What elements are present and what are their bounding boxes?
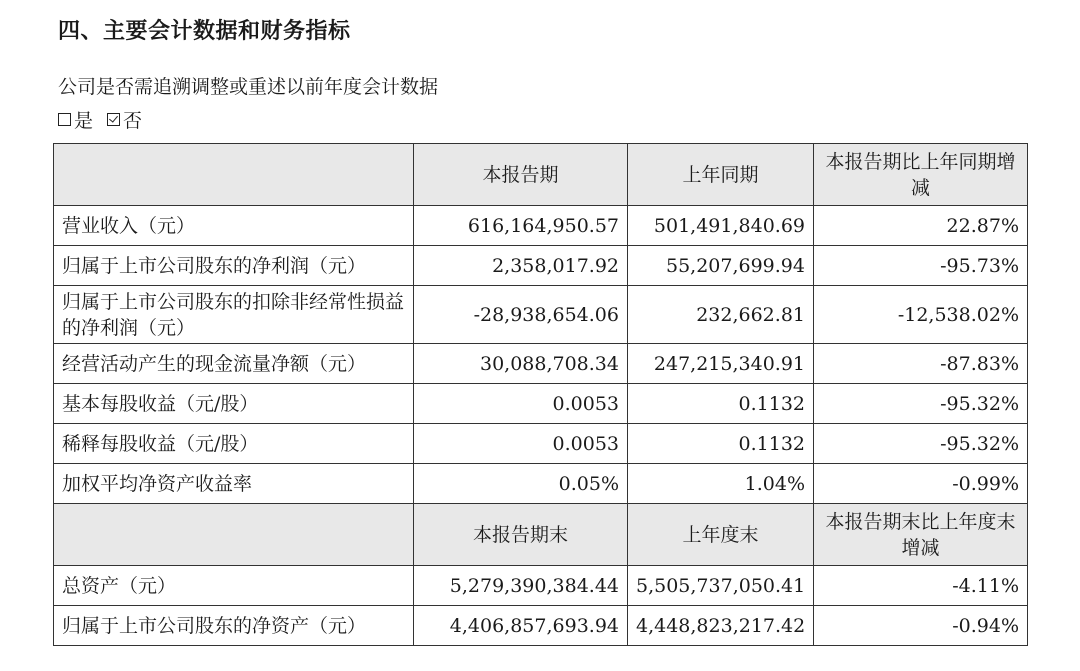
change-value: -0.99%	[814, 464, 1028, 504]
change-value: -95.32%	[814, 424, 1028, 464]
header-change: 本报告期比上年同期增减	[814, 144, 1028, 206]
row-label: 加权平均净资产收益率	[54, 464, 414, 504]
subheader-empty-cell	[54, 504, 414, 566]
header-current-period: 本报告期	[414, 144, 628, 206]
change-value: -95.73%	[814, 246, 1028, 286]
header-period-end: 本报告期末	[414, 504, 628, 566]
table-row	[54, 566, 1028, 606]
option-yes[interactable]	[58, 106, 93, 133]
option-no-label: 否	[123, 110, 143, 132]
change-value: -87.83%	[814, 344, 1028, 384]
table-row	[54, 424, 1028, 464]
current-value: 2,358,017.92	[414, 246, 628, 286]
prior-value: 0.1132	[628, 384, 814, 424]
table-row	[54, 384, 1028, 424]
table-row	[54, 286, 1028, 344]
current-value: 30,088,708.34	[414, 344, 628, 384]
prior-value: 247,215,340.91	[628, 344, 814, 384]
prior-value: 1.04%	[628, 464, 814, 504]
current-value: -28,938,654.06	[414, 286, 628, 344]
table-row	[54, 206, 1028, 246]
header-prior-period: 上年同期	[628, 144, 814, 206]
prior-value: 232,662.81	[628, 286, 814, 344]
change-value: 22.87%	[814, 206, 1028, 246]
table-subheader-row	[54, 504, 1028, 566]
checkbox-checked-icon[interactable]	[107, 113, 120, 126]
option-no[interactable]	[107, 106, 142, 133]
prior-value: 55,207,699.94	[628, 246, 814, 286]
row-label: 总资产（元）	[54, 566, 414, 606]
prior-value: 5,505,737,050.41	[628, 566, 814, 606]
row-label: 营业收入（元）	[54, 206, 414, 246]
table-header-row	[54, 144, 1028, 206]
option-yes-label: 是	[74, 110, 94, 132]
change-value: -4.11%	[814, 566, 1028, 606]
header-empty-cell	[54, 144, 414, 206]
row-label: 归属于上市公司股东的扣除非经常性损益的净利润（元）	[54, 286, 414, 344]
table-row	[54, 344, 1028, 384]
current-value: 5,279,390,384.44	[414, 566, 628, 606]
prior-value: 0.1132	[628, 424, 814, 464]
current-value: 0.0053	[414, 424, 628, 464]
section-heading: 四、主要会计数据和财务指标	[58, 19, 351, 44]
restatement-question: 公司是否需追溯调整或重述以前年度会计数据	[58, 76, 439, 98]
row-label: 稀释每股收益（元/股）	[54, 424, 414, 464]
prior-value: 4,448,823,217.42	[628, 606, 814, 646]
change-value: -95.32%	[814, 384, 1028, 424]
header-prior-year-end: 上年度末	[628, 504, 814, 566]
current-value: 0.0053	[414, 384, 628, 424]
table-row	[54, 246, 1028, 286]
current-value: 4,406,857,693.94	[414, 606, 628, 646]
table-row	[54, 464, 1028, 504]
row-label: 归属于上市公司股东的净资产（元）	[54, 606, 414, 646]
row-label: 经营活动产生的现金流量净额（元）	[54, 344, 414, 384]
financial-indicators-table	[53, 143, 1028, 646]
checkbox-unchecked-icon[interactable]	[58, 113, 71, 126]
header-period-end-change: 本报告期末比上年度末增减	[814, 504, 1028, 566]
change-value: -12,538.02%	[814, 286, 1028, 344]
table-row	[54, 606, 1028, 646]
prior-value: 501,491,840.69	[628, 206, 814, 246]
current-value: 616,164,950.57	[414, 206, 628, 246]
restatement-options	[58, 106, 142, 133]
row-label: 基本每股收益（元/股）	[54, 384, 414, 424]
row-label: 归属于上市公司股东的净利润（元）	[54, 246, 414, 286]
change-value: -0.94%	[814, 606, 1028, 646]
current-value: 0.05%	[414, 464, 628, 504]
